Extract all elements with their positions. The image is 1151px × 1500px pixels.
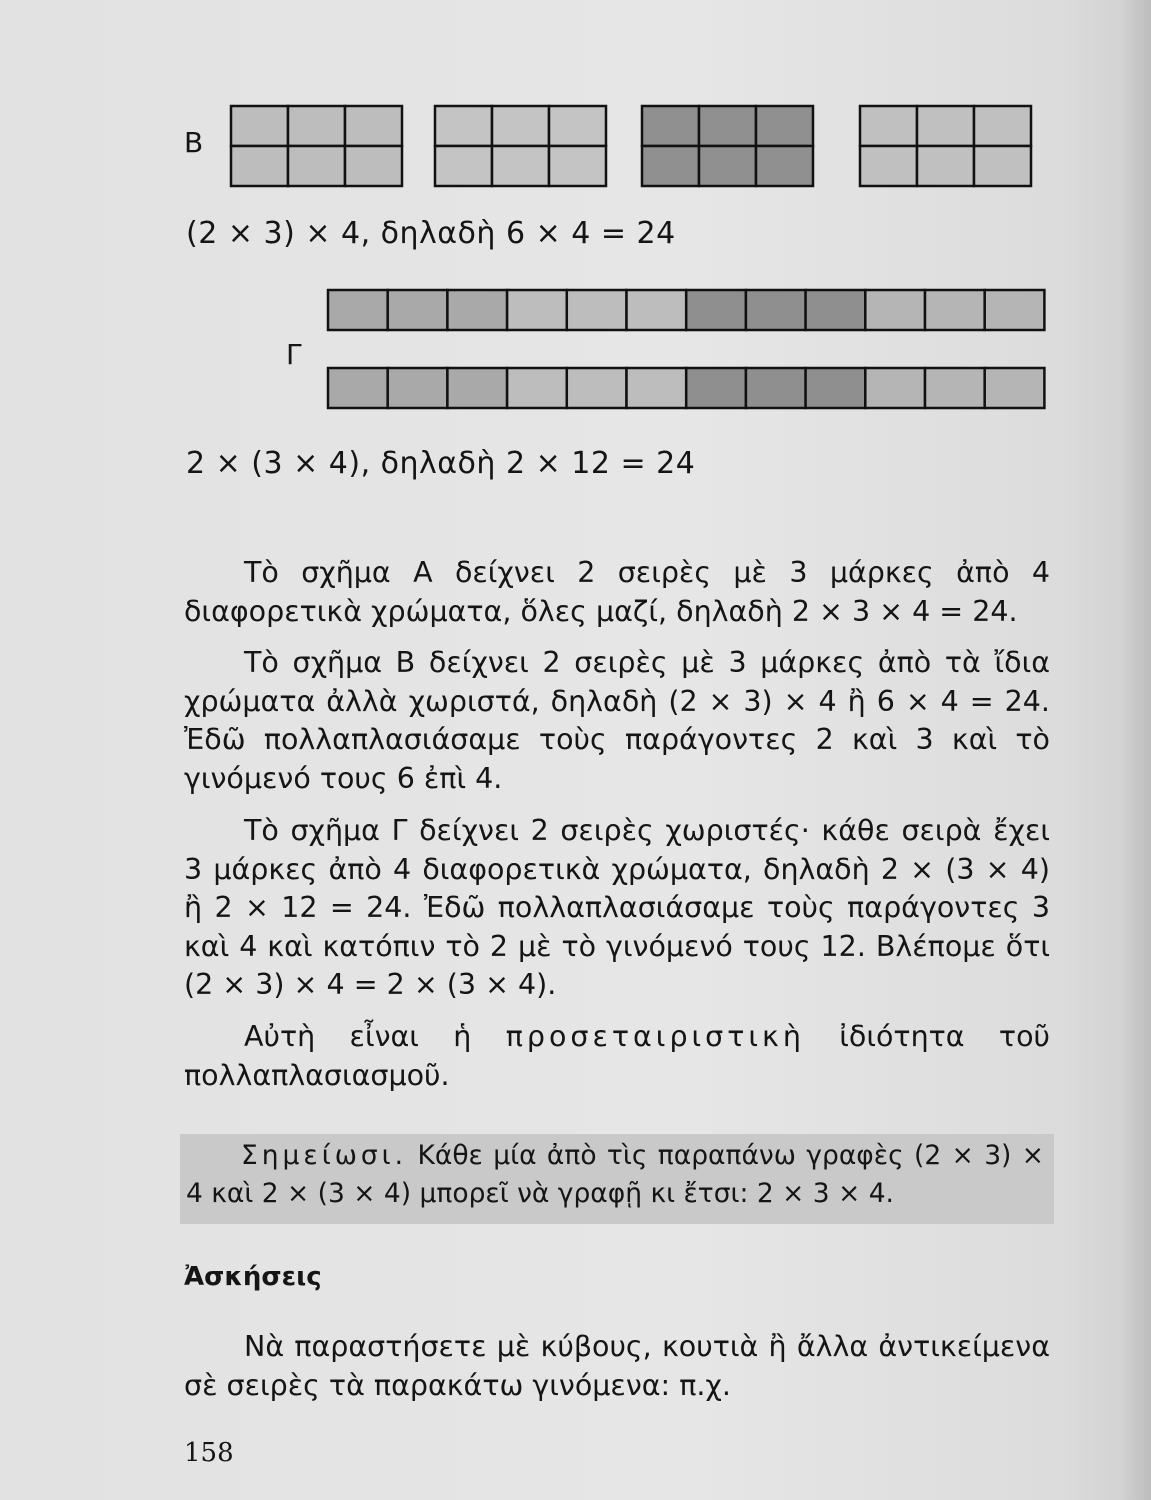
stamp-cell [860, 106, 917, 146]
stamp-cell [806, 290, 866, 330]
stamp-cell [627, 368, 687, 408]
stamp-cell [507, 368, 567, 408]
stamp-cell [642, 106, 699, 146]
exercises-text: Νὰ παραστήσετε μὲ κύβους, κουτιὰ ἢ ἄλλα ἀντικείμενα σὲ σειρὲς τὰ παρακάτω γινόμενα: π.χ. [184, 1330, 1050, 1402]
note-text: Κάθε μία ἀπὸ τὶς παραπάνω γραφὲς (2 × 3) × 4 καὶ 2 × (3 × 4) μπορεῖ νὰ γραφῇ κι ἔτσι: 2 × 3 × 4. [186, 1140, 1044, 1209]
note-label: Σημείωσι. [241, 1140, 408, 1171]
stamp-cell [974, 106, 1031, 146]
paragraph-figure-c: Τὸ σχῆμα Γ δείχνει 2 σειρὲς χωριστές· κάθε σειρὰ ἔχει 3 μάρκες ἀπὸ 4 διαφορετικὰ χρώματα, δηλαδὴ 2 × (3 × 4) ἢ 2 × 12 = 24. Ἐδῶ πολλαπλασιάσαμε τοὺς παράγοντες 3 καὶ 4 καὶ κατόπιν τὸ 2 μὲ τὸ γινόμενό τους 12. Βλέπομε ὅτι (2 × 3) × 4 = 2 × (3 × 4). [184, 814, 1050, 1001]
figure-b-grid [231, 106, 1031, 186]
stamp-cell [328, 368, 388, 408]
stamp-cell [507, 290, 567, 330]
figure-c-equation: 2 × (3 × 4), δηλαδὴ 2 × 12 = 24 [186, 446, 696, 481]
stamp-cell [756, 106, 813, 146]
stamp-cell [549, 106, 606, 146]
paragraph-figure-a: Τὸ σχῆμα Α δείχνει 2 σειρὲς μὲ 3 μάρκες ἀπὸ 4 διαφορετικὰ χρώματα, ὅλες μαζί, δηλαδὴ 2 × 3 × 4 = 24. [184, 556, 1050, 628]
figure-b-label: B [184, 126, 204, 159]
stamp-cell [925, 290, 985, 330]
property-term: προσεταιριστικὴ [505, 1020, 805, 1053]
stamp-cell [974, 146, 1031, 186]
stamp-cell [865, 290, 925, 330]
stamp-cell [686, 368, 746, 408]
stamp-cell [288, 106, 345, 146]
stamp-cell [985, 290, 1045, 330]
stamp-cell [328, 290, 388, 330]
stamp-cell [231, 106, 288, 146]
stamp-cell [925, 368, 985, 408]
stamp-cell [549, 146, 606, 186]
stamp-cell [627, 290, 687, 330]
figure-c-label: Γ [286, 338, 302, 371]
paragraph-associative-property [184, 1018, 1050, 1095]
stamp-cell [567, 368, 627, 408]
stamp-cell [686, 290, 746, 330]
stamp-cell [746, 368, 806, 408]
property-end: ἰδιότητα τοῦ πολλαπλασιασμοῦ. [184, 1020, 1051, 1092]
stamp-cell [917, 146, 974, 186]
paragraph-figure-b: Τὸ σχῆμα Β δείχνει 2 σειρὲς μὲ 3 μάρκες ἀπὸ τὰ ἴδια χρώματα ἀλλὰ χωριστά, δηλαδὴ (2 × 3) × 4 ἢ 6 × 4 = 24. Ἐδῶ πολλαπλασιάσαμε τοὺς παράγοντες 2 καὶ 3 καὶ τὸ γινόμενό τους 6 ἐπὶ 4. [184, 646, 1050, 795]
stamp-cell [447, 368, 507, 408]
stamp-cell [447, 290, 507, 330]
page-number: 158 [184, 1438, 234, 1468]
stamp-cell [345, 146, 402, 186]
stamp-cell [699, 106, 756, 146]
stamp-cell [492, 146, 549, 186]
stamp-cell [642, 146, 699, 186]
stamp-cell [865, 368, 925, 408]
note [186, 1137, 1044, 1213]
stamp-cell [567, 290, 627, 330]
stamp-cell [492, 106, 549, 146]
stamp-cell [388, 290, 448, 330]
stamp-cell [435, 146, 492, 186]
figure-b-equation: (2 × 3) × 4, δηλαδὴ 6 × 4 = 24 [186, 216, 676, 251]
stamp-cell [917, 106, 974, 146]
stamp-cell [345, 106, 402, 146]
stamp-cell [288, 146, 345, 186]
stamp-cell [806, 368, 866, 408]
figure-c-grid [328, 290, 1044, 408]
exercises-heading: Ἀσκήσεις [184, 1262, 322, 1292]
stamp-cell [699, 146, 756, 186]
property-intro: Αὐτὴ εἶναι ἡ [244, 1020, 472, 1053]
stamp-cell [756, 146, 813, 186]
stamp-cell [860, 146, 917, 186]
stamp-cell [435, 106, 492, 146]
stamp-cell [746, 290, 806, 330]
stamp-cell [388, 368, 448, 408]
stamp-cell [985, 368, 1045, 408]
stamp-cell [231, 146, 288, 186]
